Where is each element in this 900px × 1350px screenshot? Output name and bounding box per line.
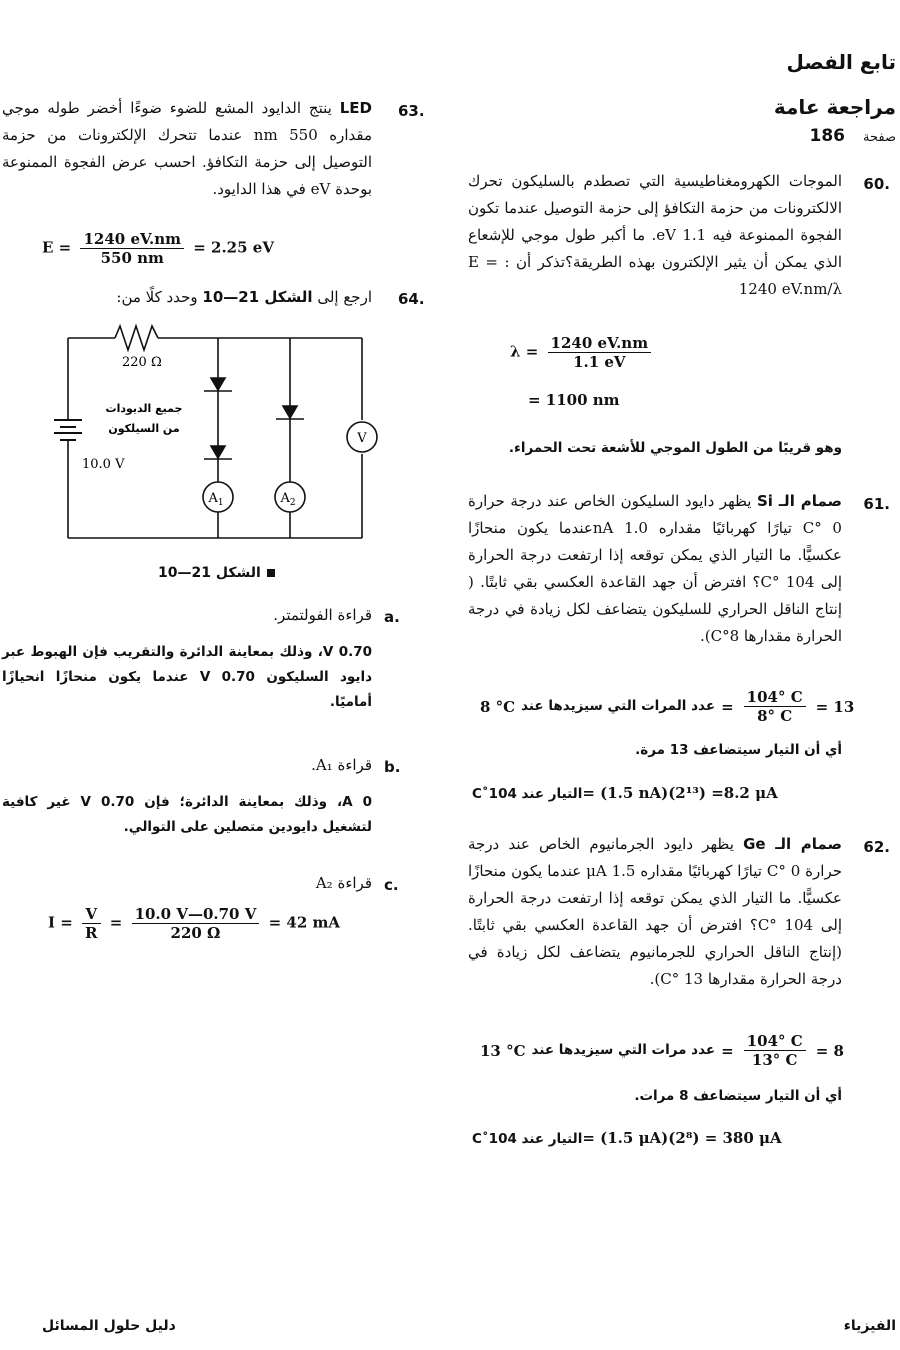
footer-subject: الفيزياء xyxy=(843,1318,896,1334)
q60-body: الموجات الكهرومغناطيسية التي تصطدم بالسليكون تحرك الالكترونات من حزمة التكافؤ إلى حزمة التوصيل عندما تكون الفجوة الممنوعة فيه 1.1 eV. ما أكبر طول موجي للإشعاع الذي يمكن أن يثير الإلكترون بهذه الطريقة؟تذكر أن : xyxy=(468,172,842,271)
q61-current-expr: = (1.5 nA)(2¹³) =8.2 μA xyxy=(582,784,778,802)
resistor-label: 220 Ω xyxy=(122,355,162,370)
q60-formula: E = 1240 eV.nm/λ xyxy=(468,253,842,298)
q64c-equation: I = $\frac{V}{R}$ = $\frac{10.0 V—0.70 V}{220 \Omega}$ = 42 mA xyxy=(48,905,340,942)
diodes-label-2: من السيلكون xyxy=(108,422,180,435)
q62-eq-numerator: 104° C xyxy=(744,1032,806,1051)
voltmeter-label: V xyxy=(357,431,367,446)
q60-eq-denominator: 1.1 eV xyxy=(573,353,626,371)
q63-eq-result: = 2.25 eV xyxy=(193,238,274,257)
q64c-eq-result: = 42 mA xyxy=(268,913,340,932)
q62-current-label: التيار عند 104˚C xyxy=(472,1131,583,1147)
battery-label: 10.0 V xyxy=(82,457,125,472)
q64-text xyxy=(116,284,372,311)
page-number: 186 xyxy=(809,126,846,146)
q62-note: أي أن التيار سيتضاعف 8 مرات. xyxy=(634,1088,842,1104)
diode-2-triangle xyxy=(211,446,225,458)
q62-eq-temp: 13 °C xyxy=(480,1041,526,1060)
q60-equation xyxy=(510,334,655,371)
q62-body: يظهر دايود الجرمانيوم الخاص عند درجة حرارة 0 °C تيارًا كهربائيًا مقداره 1.5 μA عندما يكون منحازًا عكسيًّا. ما التيار الذي يمكن توقعه إذا ارتفعت درجة الحرارة إلى 104 °C؟ افترض أن جهد القاعدة العكسي بقي ثابتًا. (إنتاج الناقل الحراري للجرمانيوم يتضاعف لكل زيادة في درجة الحرارة مقدارها 13 °C). xyxy=(468,835,842,988)
q61-equation: 8 °C عدد المرات التي سيزيدها عند = $\frac{104^\circ C}{8^\circ C}$ = 13 xyxy=(480,688,855,725)
q64a-text: قراءة الفولتمتر. xyxy=(273,606,372,624)
q61-current xyxy=(472,782,778,807)
q60-eq-lhs: λ = xyxy=(510,342,539,361)
q62-equation: 13 °C عدد مرات التي سيزيدها عند = $\frac{104^\circ C}{13^\circ C}$ = 8 xyxy=(480,1032,844,1069)
q61-number: .61 xyxy=(863,495,890,513)
q64-figure-ref: الشكل 21—10 xyxy=(202,288,313,306)
q62-eq-label: عدد مرات التي سيزيدها عند xyxy=(531,1042,716,1058)
q64c-f1-denominator: R xyxy=(85,924,98,942)
page-reference xyxy=(810,126,896,146)
q64-text-pre: ارجع إلى xyxy=(317,288,372,306)
q64b-label: .b xyxy=(384,758,401,776)
q64c-text: قراءة A₂ xyxy=(315,874,372,892)
q62-text xyxy=(468,831,842,993)
figure-caption-text: الشكل 21—10 xyxy=(158,565,261,581)
q60-number: .60 xyxy=(863,175,890,193)
q61-eq-label: عدد المرات التي سيزيدها عند xyxy=(521,698,716,714)
resistor-zigzag xyxy=(115,326,158,350)
q64b-answer: 0 A، وذلك بمعاينة الدائرة؛ فإن 0.70 V غير كافية لتشغيل دايودين متصلين على التوالي. xyxy=(2,794,372,835)
footer-guide: دليل حلول المسائل xyxy=(42,1318,176,1334)
q60-answer: وهو قريبًا من الطول الموجي للأشعة تحت الحمراء. xyxy=(508,440,842,456)
q60-eq-numerator: 1240 eV.nm xyxy=(548,334,652,353)
q62-number: .62 xyxy=(863,838,890,856)
q62-title: صمام الـ Ge xyxy=(743,835,842,853)
ammeter-2-label: $A_2$ xyxy=(280,491,296,508)
q61-eq-result: = 13 xyxy=(815,697,855,716)
ammeter-1-label: $A_1$ xyxy=(208,491,224,508)
diode-3-triangle xyxy=(283,406,297,418)
q63-text xyxy=(2,95,372,203)
q62-current-expr: = (1.5 μA)(2⁸) = 380 μA xyxy=(582,1129,782,1147)
q61-note: أي أن التيار سيتضاعف 13 مرة. xyxy=(635,742,842,758)
page-label: صفحة xyxy=(863,130,896,145)
section-title: مراجعة عامة xyxy=(773,95,896,119)
q64-text-post: وحدد كلًا من: xyxy=(116,288,198,306)
q64b-text: قراءة A₁. xyxy=(311,756,372,774)
q62-eq-denominator: 13° C xyxy=(751,1051,798,1069)
diodes-label-1: جميع الديودات xyxy=(105,402,183,415)
q61-text xyxy=(468,488,842,650)
caption-marker xyxy=(267,569,275,577)
q63-eq-lhs: E = xyxy=(42,238,72,257)
q64c-f2-numerator: 10.0 V—0.70 V xyxy=(132,905,260,924)
q60-result: = 1100 nm xyxy=(528,391,620,409)
q61-eq-denominator: 8° C xyxy=(757,707,793,725)
circuit-diagram xyxy=(40,320,390,550)
q61-body: يظهر دايود السليكون الخاص عند درجة حرارة 0 °C تيارًا كهربائيًا مقداره 1.0 nAعندما يكون منحازًا عكسيًّا. ما التيار الذي يمكن توقعه إذا ارتفعت درجة الحرارة إلى 104 °C؟ افترض أن جهد القاعدة العكسي بقي ثابتًا. ( إنتاج الناقل الحراري للسليكون يتضاعف لكل زيادة في درجة الحرارة مقدارها 8°C). xyxy=(468,492,842,645)
q64c-eq-lhs: I = xyxy=(48,913,73,932)
q63-equation xyxy=(42,230,274,267)
q60-text xyxy=(468,168,842,303)
q63-body: ينتج الدايود المشع للضوء ضوءًا أخضر طوله موجي مقداره 550 nm عندما تتحرك الإلكترونات من حزمة التوصيل إلى حزمة التكافؤ. احسب عرض الفجوة الممنوعة بوحدة eV في هذا الدايود. xyxy=(2,99,372,198)
q62-current xyxy=(472,1127,782,1152)
chapter-continued: تابع الفصل xyxy=(786,50,896,74)
q61-title: صمام الـ Si xyxy=(757,492,842,510)
q64c-label: .c xyxy=(384,876,399,894)
q63-eq-denominator: 550 nm xyxy=(100,249,164,267)
q64c-f2-denominator: 220 Ω xyxy=(170,924,221,942)
q64-number: .64 xyxy=(398,290,425,308)
q61-eq-temp: 8 °C xyxy=(480,697,516,716)
q63-number: .63 xyxy=(398,102,425,120)
q61-eq-numerator: 104° C xyxy=(744,688,806,707)
figure-caption xyxy=(158,565,275,581)
diode-1-triangle xyxy=(211,378,225,390)
q64c-f1-numerator: V xyxy=(82,905,100,924)
q62-eq-result: = 8 xyxy=(815,1041,844,1060)
q61-current-label: التيار عند 104˚C xyxy=(472,786,583,802)
q63-eq-numerator: 1240 eV.nm xyxy=(80,230,184,249)
q63-title: LED xyxy=(339,99,372,117)
q64a-answer: 0.70 V، وذلك بمعاينة الدائرة والتقريب فإن الهبوط عبر دايود السليكون 0.70 V عندما يكون منحازًا انحيازًا أماميًا. xyxy=(2,644,372,710)
q64a-label: .a xyxy=(384,608,400,626)
